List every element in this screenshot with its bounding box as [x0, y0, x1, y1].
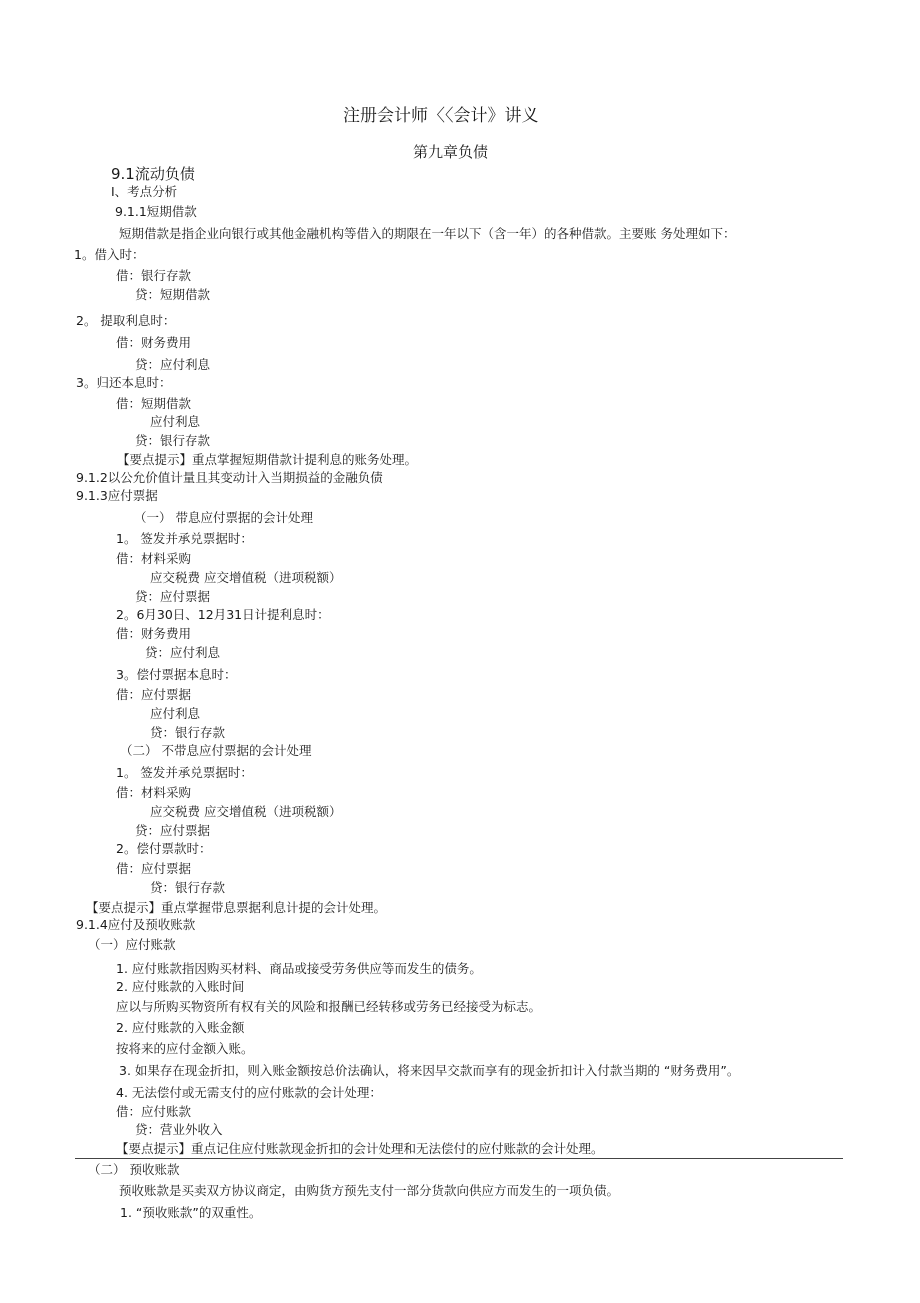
journal-credit: 贷：应付利息 — [135, 357, 211, 372]
step-item: 2。偿付票款时： — [116, 841, 212, 856]
list-item: 3. 如果存在现金折扣，则入账金额按总价法确认，将来因早交款而享有的现金折扣计入付款当期的 “财务费用”。 — [119, 1063, 740, 1078]
document-title: 注册会计师〈〈会计》讲义 — [343, 106, 539, 126]
topic-heading: 9.1.4应付及预收账款 — [76, 917, 196, 932]
list-item: 1. “预收账款”的双重性。 — [120, 1205, 262, 1220]
topic-heading: 9.1.1短期借款 — [115, 204, 197, 219]
list-item: 2. 应付账款的入账金额 — [116, 1020, 245, 1035]
paragraph: 应以与所购买物资所有权有关的风险和报酬已经转移或劳务已经接受为标志。 — [116, 999, 542, 1014]
journal-debit: 借：银行存款 — [116, 268, 192, 283]
sub-heading: （一）应付账款 — [88, 937, 176, 952]
key-point: 【要点提示】重点记住应付账款现金折扣的会计处理和无法偿付的应付账款的会计处理。 — [116, 1141, 604, 1156]
key-point: 【要点提示】重点掌握带息票据利息计提的会计处理。 — [86, 900, 387, 915]
journal-credit: 贷：银行存款 — [150, 725, 226, 740]
list-item: 4. 无法偿付或无需支付的应付账款的会计处理： — [116, 1085, 382, 1100]
journal-credit: 贷：银行存款 — [150, 880, 226, 895]
paragraph: 预收账款是买卖双方协议商定，由购货方预先支付一部分货款向供应方而发生的一项负债。 — [119, 1183, 620, 1198]
journal-debit-cont: 应交税费 应交增值税（进项税额） — [150, 804, 342, 819]
step-item: 2。 提取利息时： — [76, 313, 176, 328]
step-item: 1。 签发并承兑票据时： — [116, 765, 253, 780]
journal-debit: 借：财务费用 — [116, 335, 192, 350]
sub-heading: （一） 带息应付票据的会计处理 — [134, 510, 313, 525]
chapter-title: 第九章负债 — [413, 143, 489, 161]
journal-debit: 借：应付票据 — [116, 861, 192, 876]
topic-heading: 9.1.3应付票据 — [76, 488, 158, 503]
paragraph: 按将来的应付金额入账。 — [116, 1041, 254, 1056]
journal-credit: 贷：应付利息 — [145, 645, 221, 660]
journal-credit: 贷：应付票据 — [135, 589, 211, 604]
step-item: 3。偿付票据本息时： — [116, 667, 237, 682]
paragraph: 短期借款是指企业向银行或其他金融机构等借入的期限在一年以下（含一年）的各种借款。主要账 务处理如下： — [119, 226, 736, 241]
list-item: 1. 应付账款指因购买材料、商品或接受劳务供应等而发生的债务。 — [116, 961, 482, 976]
journal-debit: 借：材料采购 — [116, 551, 192, 566]
section-heading: 9.1流动负债 — [111, 165, 195, 183]
journal-credit: 贷：短期借款 — [135, 287, 211, 302]
journal-credit: 贷：应付票据 — [135, 823, 211, 838]
subsection-heading: I、考点分析 — [111, 184, 178, 199]
journal-debit-cont: 应交税费 应交增值税（进项税额） — [150, 570, 342, 585]
sub-heading: （二） 预收账款 — [88, 1162, 180, 1177]
journal-debit: 借：短期借款 — [116, 396, 192, 411]
journal-debit: 借：应付票据 — [116, 687, 192, 702]
journal-debit-cont: 应付利息 — [150, 706, 201, 721]
journal-debit: 借：财务费用 — [116, 626, 192, 641]
step-item: 3。归还本息时： — [76, 375, 172, 390]
journal-debit: 借：材料采购 — [116, 785, 192, 800]
list-item: 2. 应付账款的入账时间 — [116, 979, 245, 994]
topic-heading: 9.1.2以公允价值计量且其变动计入当期损益的金融负债 — [76, 470, 383, 485]
horizontal-rule — [75, 1158, 843, 1159]
step-item: 1。借入时： — [74, 247, 145, 262]
journal-debit-cont: 应付利息 — [150, 414, 201, 429]
sub-heading: （二） 不带息应付票据的会计处理 — [120, 743, 312, 758]
journal-credit: 贷：银行存款 — [135, 433, 211, 448]
journal-credit: 贷：营业外收入 — [135, 1122, 223, 1137]
step-item: 1。 签发并承兑票据时： — [116, 531, 253, 546]
key-point: 【要点提示】重点掌握短期借款计提利息的账务处理。 — [117, 452, 418, 467]
step-item: 2。6月30日、12月31日计提利息时： — [116, 607, 330, 622]
journal-debit: 借：应付账款 — [116, 1104, 192, 1119]
